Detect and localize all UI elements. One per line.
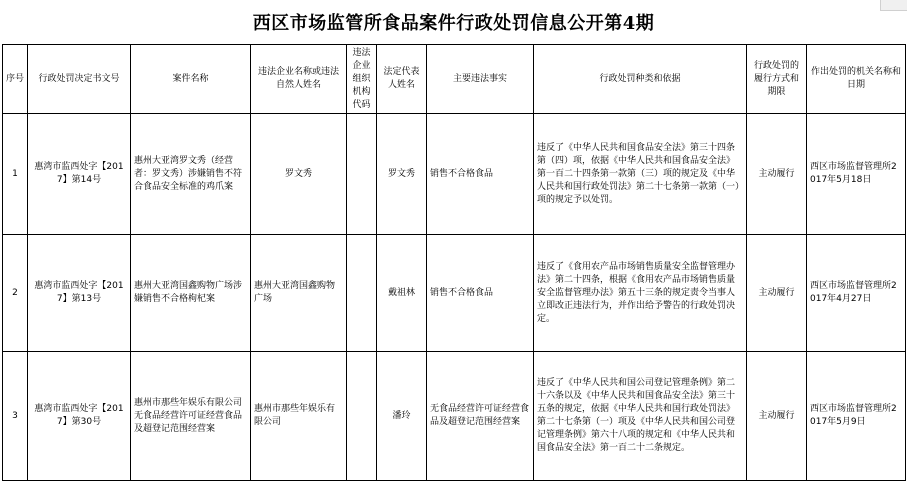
cell-facts: 无食品经营许可证经营食品及超登记范围经营案 <box>427 352 534 481</box>
cell-org-code <box>347 352 377 481</box>
cell-authority: 西区市场监督管理所2017年4月27日 <box>807 235 906 352</box>
header-doc-no: 行政处罚决定书文号 <box>28 45 131 114</box>
header-execution: 行政处罚的履行方式和期限 <box>747 45 807 114</box>
table-row <box>3 235 906 352</box>
cell-penalty: 违反了《中华人民共和国食品安全法》第三十四条第（四）项，依据《中华人民共和国食品安全法》第一百二十四条第一款第（三）项的规定及《中华人民共和国行政处罚法》第二十七条第一款第（一）项的规定予以处罚。 <box>534 114 747 235</box>
page-title: 西区市场监管所食品案件行政处罚信息公开第4期 <box>252 13 655 34</box>
cell-doc-no: 惠湾市监西处字【2017】第14号 <box>28 114 131 235</box>
cell-legal-rep: 戴祖林 <box>377 235 427 352</box>
cell-case-name: 惠州大亚湾国鑫购物广场涉嫌销售不合格枸杞案 <box>131 235 251 352</box>
header-org-code: 违法企业组织机构代码 <box>347 45 377 114</box>
penalty-info-table <box>2 44 906 481</box>
cell-facts: 销售不合格食品 <box>427 114 534 235</box>
cell-facts: 销售不合格食品 <box>427 235 534 352</box>
cell-doc-no: 惠湾市监西处字【2017】第13号 <box>28 235 131 352</box>
cell-legal-rep: 罗文秀 <box>377 114 427 235</box>
cell-penalty: 违反了《中华人民共和国公司登记管理条例》第二十六条以及《中华人民共和国食品安全法》第三十五条的规定，依据《中华人民共和国行政处罚法》第二十七条第（一）项及《中华人民共和国公司登记管理条例》第六十八项的规定和《中华人民共和国食品安全法》第一百二十二条规定。 <box>534 352 747 481</box>
header-authority: 作出处罚的机关名称和日期 <box>807 45 906 114</box>
table-row <box>3 114 906 235</box>
header-entity: 违法企业名称或违法自然人姓名 <box>251 45 347 114</box>
cell-seq: 3 <box>3 352 28 481</box>
cell-authority: 西区市场监督管理所2017年5月18日 <box>807 114 906 235</box>
header-facts: 主要违法事实 <box>427 45 534 114</box>
cell-case-name: 惠州大亚湾罗文秀（经营者：罗文秀）涉嫌销售不符合食品安全标准的鸡爪案 <box>131 114 251 235</box>
header-seq: 序号 <box>3 45 28 114</box>
header-legal-rep: 法定代表人姓名 <box>377 45 427 114</box>
cell-execution: 主动履行 <box>747 352 807 481</box>
header-penalty: 行政处罚种类和依据 <box>534 45 747 114</box>
cell-org-code <box>347 235 377 352</box>
cell-org-code <box>347 114 377 235</box>
cell-execution: 主动履行 <box>747 114 807 235</box>
table-header-row <box>3 45 906 114</box>
cell-entity: 惠州市那些年娱乐有限公司 <box>251 352 347 481</box>
cell-seq: 1 <box>3 114 28 235</box>
cell-execution: 主动履行 <box>747 235 807 352</box>
cell-penalty: 违反了《食用农产品市场销售质量安全监督管理办法》第二十四条，根据《食用农产品市场销售质量安全监督管理办法》第五十三条的规定责令当事人立即改正违法行为，并作出给予警告的行政处罚决定。 <box>534 235 747 352</box>
cell-corner-marker <box>880 0 907 11</box>
cell-authority: 西区市场监督管理所2017年5月9日 <box>807 352 906 481</box>
cell-entity: 惠州大亚湾国鑫购物广场 <box>251 235 347 352</box>
cell-entity: 罗文秀 <box>251 114 347 235</box>
header-case-name: 案件名称 <box>131 45 251 114</box>
table-row <box>3 352 906 481</box>
cell-case-name: 惠州市那些年娱乐有限公司无食品经营许可证经营食品及超登记范围经营案 <box>131 352 251 481</box>
cell-legal-rep: 潘玲 <box>377 352 427 481</box>
cell-seq: 2 <box>3 235 28 352</box>
cell-doc-no: 惠湾市监西处字【2017】第30号 <box>28 352 131 481</box>
title-bar <box>0 0 907 44</box>
